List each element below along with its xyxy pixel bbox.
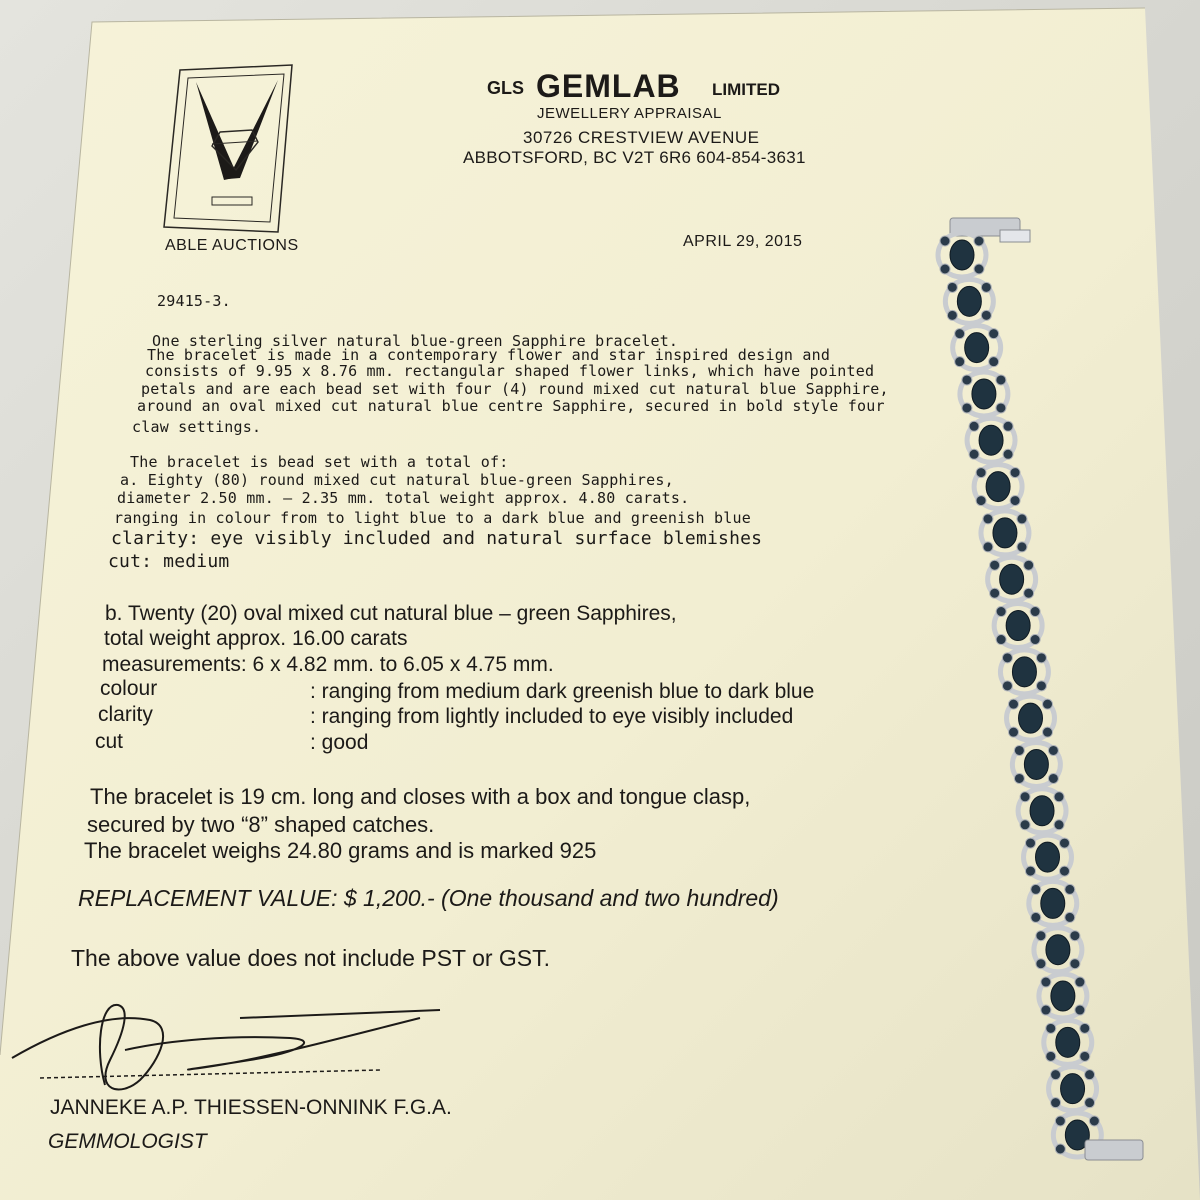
round-sapphire <box>1036 653 1046 663</box>
round-sapphire <box>974 264 984 274</box>
round-sapphire <box>1041 977 1051 987</box>
oval-sapphire <box>950 240 974 270</box>
round-sapphire <box>981 310 991 320</box>
signatory-name: JANNEKE A.P. THIESSEN-ONNINK F.G.A. <box>50 1096 452 1119</box>
replacement-value: REPLACEMENT VALUE: $ 1,200.- (One thousand and two hundred) <box>78 885 779 911</box>
clasp-bottom <box>1085 1140 1143 1160</box>
item-b-line: b. Twenty (20) oval mixed cut natural blue – green Sapphires, <box>105 602 677 625</box>
oval-sapphire <box>1019 703 1043 733</box>
item-b-clarity-value: : ranging from lightly included to eye visibly included <box>310 705 794 728</box>
round-sapphire <box>1075 977 1085 987</box>
round-sapphire <box>996 403 1006 413</box>
oval-sapphire <box>986 472 1010 502</box>
round-sapphire <box>1043 699 1053 709</box>
oval-sapphire <box>957 286 981 316</box>
round-sapphire <box>1010 496 1020 506</box>
item-b-clarity-label: clarity <box>98 703 153 726</box>
brand-prefix: GLS <box>487 78 525 98</box>
report-date: APRIL 29, 2015 <box>683 233 803 250</box>
round-sapphire <box>1041 1005 1051 1015</box>
round-sapphire <box>1017 514 1027 524</box>
round-sapphire <box>1009 699 1019 709</box>
round-sapphire <box>1070 959 1080 969</box>
round-sapphire <box>1054 792 1064 802</box>
round-sapphire <box>1046 1023 1056 1033</box>
round-sapphire <box>1055 1144 1065 1154</box>
description-line: around an oval mixed cut natural blue centre Sapphire, secured in bold style four <box>137 397 885 415</box>
diamond-v-logo-icon <box>160 62 310 237</box>
round-sapphire <box>1055 1116 1065 1126</box>
description-line: One sterling silver natural blue-green Sapphire bracelet. <box>152 332 679 350</box>
round-sapphire <box>1046 1051 1056 1061</box>
oval-sapphire <box>1046 935 1070 965</box>
round-sapphire <box>1085 1098 1095 1108</box>
item-a-line: ranging in colour from to light blue to a dark blue and greenish blue <box>114 509 751 527</box>
round-sapphire <box>1051 1070 1061 1080</box>
round-sapphire <box>1048 745 1058 755</box>
item-a-clarity: clarity: eye visibly included and natural surface blemishes <box>111 528 763 549</box>
round-sapphire <box>1065 912 1075 922</box>
oval-sapphire <box>1036 842 1060 872</box>
round-sapphire <box>1048 773 1058 783</box>
round-sapphire <box>981 282 991 292</box>
oval-sapphire <box>1041 888 1065 918</box>
round-sapphire <box>990 560 1000 570</box>
oval-sapphire <box>1024 749 1048 779</box>
item-b-line: total weight approx. 16.00 carats <box>104 627 408 650</box>
reference-number: 29415-3. <box>157 292 231 310</box>
round-sapphire <box>969 421 979 431</box>
round-sapphire <box>940 264 950 274</box>
round-sapphire <box>1070 931 1080 941</box>
item-a-line: diameter 2.50 mm. – 2.35 mm. total weight approx. 4.80 carats. <box>117 489 690 507</box>
round-sapphire <box>1031 884 1041 894</box>
round-sapphire <box>1080 1023 1090 1033</box>
item-b-colour-value: : ranging from medium dark greenish blue to dark blue <box>310 680 815 703</box>
round-sapphire <box>955 329 965 339</box>
round-sapphire <box>1036 931 1046 941</box>
round-sapphire <box>1036 681 1046 691</box>
round-sapphire <box>1009 727 1019 737</box>
oval-sapphire <box>979 425 1003 455</box>
round-sapphire <box>1060 866 1070 876</box>
summary-line: The bracelet is 19 cm. long and closes with a box and tongue clasp, <box>90 784 751 809</box>
round-sapphire <box>955 357 965 367</box>
round-sapphire <box>1054 820 1064 830</box>
round-sapphire <box>1065 884 1075 894</box>
oval-sapphire <box>1061 1074 1085 1104</box>
summary-line: The bracelet weighs 24.80 grams and is marked 925 <box>84 838 597 863</box>
round-sapphire <box>1030 607 1040 617</box>
round-sapphire <box>1010 468 1020 478</box>
round-sapphire <box>1014 773 1024 783</box>
description-line: petals and are each bead set with four (4) round mixed cut natural blue Sapphire, <box>141 380 889 398</box>
round-sapphire <box>1031 912 1041 922</box>
round-sapphire <box>969 449 979 459</box>
round-sapphire <box>974 236 984 246</box>
total-intro: The bracelet is bead set with a total of: <box>130 453 509 471</box>
round-sapphire <box>962 403 972 413</box>
round-sapphire <box>1075 1005 1085 1015</box>
oval-sapphire <box>1006 611 1030 641</box>
round-sapphire <box>1089 1116 1099 1126</box>
oval-sapphire <box>1030 796 1054 826</box>
sapphire-bracelet <box>900 200 1200 1200</box>
round-sapphire <box>947 282 957 292</box>
item-b-line: measurements: 6 x 4.82 mm. to 6.05 x 4.75 mm. <box>102 653 554 676</box>
round-sapphire <box>990 588 1000 598</box>
round-sapphire <box>1036 959 1046 969</box>
round-sapphire <box>989 329 999 339</box>
round-sapphire <box>1024 560 1034 570</box>
round-sapphire <box>1030 635 1040 645</box>
client-name: ABLE AUCTIONS <box>165 237 299 254</box>
signatory-title: GEMMOLOGIST <box>48 1130 207 1153</box>
round-sapphire <box>983 542 993 552</box>
brand-name: GEMLAB <box>536 68 681 104</box>
oval-sapphire <box>1012 657 1036 687</box>
round-sapphire <box>1020 820 1030 830</box>
round-sapphire <box>962 375 972 385</box>
tax-note: The above value does not include PST or GST. <box>71 945 551 971</box>
round-sapphire <box>1014 745 1024 755</box>
item-b-cut-label: cut <box>95 730 124 753</box>
round-sapphire <box>996 635 1006 645</box>
round-sapphire <box>983 514 993 524</box>
item-a-cut: cut: medium <box>108 551 230 572</box>
round-sapphire <box>1080 1051 1090 1061</box>
letterhead-tagline: JEWELLERY APPRAISAL <box>537 105 722 122</box>
round-sapphire <box>1026 838 1036 848</box>
round-sapphire <box>996 375 1006 385</box>
round-sapphire <box>1003 421 1013 431</box>
round-sapphire <box>1043 727 1053 737</box>
round-sapphire <box>1024 588 1034 598</box>
round-sapphire <box>1002 653 1012 663</box>
oval-sapphire <box>965 333 989 363</box>
round-sapphire <box>1002 681 1012 691</box>
round-sapphire <box>1051 1098 1061 1108</box>
oval-sapphire <box>972 379 996 409</box>
oval-sapphire <box>1056 1027 1080 1057</box>
oval-sapphire <box>1000 564 1024 594</box>
item-a-line: a. Eighty (80) round mixed cut natural blue-green Sapphires, <box>120 471 674 489</box>
description-line: claw settings. <box>132 418 262 436</box>
round-sapphire <box>1060 838 1070 848</box>
summary-line: secured by two “8” shaped catches. <box>87 812 435 837</box>
round-sapphire <box>1020 792 1030 802</box>
item-b-cut-value: : good <box>310 731 369 754</box>
letterhead-address-1: 30726 CRESTVIEW AVENUE <box>523 128 760 147</box>
round-sapphire <box>996 607 1006 617</box>
description-line: consists of 9.95 x 8.76 mm. rectangular shaped flower links, which have pointed <box>145 362 875 380</box>
brand-suffix: LIMITED <box>712 80 780 99</box>
round-sapphire <box>1003 449 1013 459</box>
round-sapphire <box>989 357 999 367</box>
round-sapphire <box>1017 542 1027 552</box>
round-sapphire <box>940 236 950 246</box>
description-line: The bracelet is made in a contemporary flower and star inspired design and <box>147 346 831 364</box>
oval-sapphire <box>1051 981 1075 1011</box>
oval-sapphire <box>993 518 1017 548</box>
round-sapphire <box>976 496 986 506</box>
round-sapphire <box>947 310 957 320</box>
signature-scribble <box>0 990 480 1100</box>
round-sapphire <box>1085 1070 1095 1080</box>
letterhead-address-2: ABBOTSFORD, BC V2T 6R6 604-854-3631 <box>463 148 806 167</box>
round-sapphire <box>1026 866 1036 876</box>
round-sapphire <box>976 468 986 478</box>
item-b-colour-label: colour <box>100 677 158 700</box>
